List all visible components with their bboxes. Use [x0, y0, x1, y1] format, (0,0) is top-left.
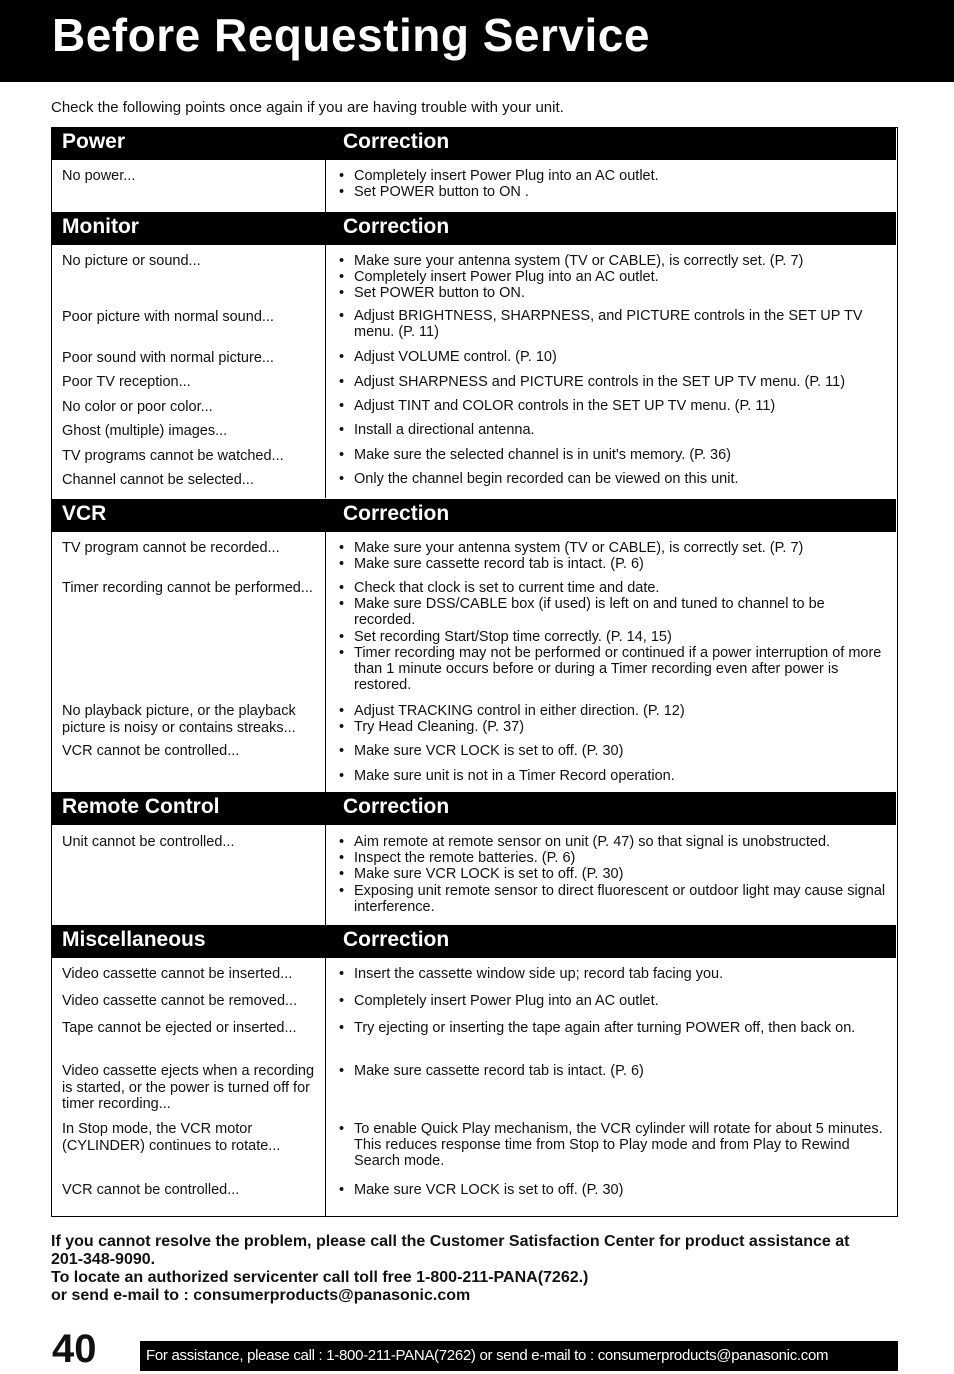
problem-text: In Stop mode, the VCR motor (CYLINDER) continues to rotate... [62, 1121, 281, 1154]
correction-item: • Make sure your antenna system (TV or CABLE), is correctly set. (P. 7) [337, 253, 889, 269]
page-title: Before Requesting Service [52, 9, 650, 61]
section-title: Remote Control [62, 795, 220, 818]
title-bar [0, 0, 954, 82]
problem-text: Video cassette cannot be inserted... [62, 966, 293, 982]
section-header [52, 793, 896, 825]
correction-item: • To enable Quick Play mechanism, the VCR cylinder will rotate for about 5 minutes. This reduces response time from Stop to Play mode and from Play to Rewind Search mode. [337, 1121, 889, 1170]
correction-item: • Set POWER button to ON . [337, 184, 889, 200]
correction-item: • Completely insert Power Plug into an AC outlet. [337, 168, 889, 184]
correction-item: • Set recording Start/Stop time correctly. (P. 14, 15) [337, 629, 889, 645]
correction-list [337, 349, 889, 365]
correction-item: • Exposing unit remote sensor to direct fluorescent or outdoor light may cause signal interference. [337, 883, 889, 915]
problem-text: Tape cannot be ejected or inserted... [62, 1020, 297, 1036]
column-divider [325, 532, 326, 792]
footer-text: For assistance, please call : 1-800-211-PANA(7262) or send e-mail to : consumerproducts@panasonic.com [146, 1347, 829, 1364]
contact-note: or send e-mail to : consumerproducts@panasonic.com [51, 1287, 471, 1304]
correction-list [337, 1063, 889, 1079]
correction-list [337, 834, 889, 915]
page-number: 40 [52, 1327, 97, 1371]
column-divider [325, 160, 326, 212]
troubleshooting-table [51, 127, 898, 1217]
correction-list [337, 966, 889, 982]
correction-heading: Correction [343, 215, 450, 238]
correction-list [337, 253, 889, 302]
section-header [52, 128, 896, 160]
correction-list [337, 993, 889, 1009]
problem-text: Unit cannot be controlled... [62, 834, 235, 850]
correction-heading: Correction [343, 795, 450, 818]
correction-item: • Adjust VOLUME control. (P. 10) [337, 349, 889, 365]
problem-text: Poor sound with normal picture... [62, 350, 274, 366]
correction-item: • Install a directional antenna. [337, 422, 889, 438]
section-body [52, 245, 896, 498]
correction-item: • Inspect the remote batteries. (P. 6) [337, 850, 889, 866]
correction-item: • Make sure DSS/CABLE box (if used) is left on and tuned to channel to be recorded. [337, 596, 889, 628]
correction-item: • Make sure cassette record tab is intact. (P. 6) [337, 556, 889, 572]
correction-item: • Adjust TINT and COLOR controls in the SET UP TV menu. (P. 11) [337, 398, 889, 414]
correction-heading: Correction [343, 130, 450, 153]
problem-text: Video cassette ejects when a recording is started, or the power is turned off for timer recording... [62, 1063, 315, 1112]
correction-item: • Make sure unit is not in a Timer Record operation. [337, 768, 889, 784]
contact-notes [51, 1233, 871, 1305]
correction-heading: Correction [343, 502, 450, 525]
problem-text: Timer recording cannot be performed... [62, 580, 313, 596]
section-title: Monitor [62, 215, 139, 238]
correction-item: • Make sure the selected channel is in unit's memory. (P. 36) [337, 447, 889, 463]
correction-item: • Check that clock is set to current time and date. [337, 580, 889, 596]
column-divider [325, 245, 326, 498]
correction-item: • Try Head Cleaning. (P. 37) [337, 719, 889, 735]
section-title: VCR [62, 502, 107, 525]
correction-item: • Make sure VCR LOCK is set to off. (P. 30) [337, 866, 889, 882]
correction-list [337, 168, 889, 200]
correction-list [337, 768, 889, 784]
correction-list [337, 471, 889, 487]
problem-text: TV program cannot be recorded... [62, 540, 280, 556]
correction-item: • Make sure cassette record tab is intact. (P. 6) [337, 1063, 889, 1079]
correction-item: • Make sure your antenna system (TV or CABLE), is correctly set. (P. 7) [337, 540, 889, 556]
correction-item: • Try ejecting or inserting the tape again after turning POWER off, then back on. [337, 1020, 889, 1036]
column-divider [325, 825, 326, 925]
correction-list [337, 374, 889, 390]
intro-text: Check the following points once again if you are having trouble with your unit. [51, 99, 564, 116]
problem-text: No color or poor color... [62, 399, 213, 415]
correction-item: • Make sure VCR LOCK is set to off. (P. 30) [337, 743, 889, 759]
correction-list [337, 540, 889, 572]
problem-text: No picture or sound... [62, 253, 201, 269]
problem-text: Poor TV reception... [62, 374, 191, 390]
correction-item: • Completely insert Power Plug into an AC outlet. [337, 269, 889, 285]
section-body [52, 160, 896, 212]
section-body [52, 825, 896, 925]
correction-list [337, 1182, 889, 1198]
problem-text: VCR cannot be controlled... [62, 743, 240, 759]
section-header [52, 213, 896, 245]
problem-text: Channel cannot be selected... [62, 472, 254, 488]
correction-list [337, 1121, 889, 1170]
correction-item: • Make sure VCR LOCK is set to off. (P. 30) [337, 1182, 889, 1198]
correction-item: • Only the channel begin recorded can be viewed on this unit. [337, 471, 889, 487]
correction-list [337, 308, 889, 340]
section-title: Power [62, 130, 126, 153]
section-body [52, 958, 896, 1216]
problem-text: Ghost (multiple) images... [62, 423, 228, 439]
correction-item: • Insert the cassette window side up; record tab facing you. [337, 966, 889, 982]
section-header [52, 926, 896, 958]
correction-list [337, 703, 889, 735]
problem-text: VCR cannot be controlled... [62, 1182, 240, 1198]
footer-bar [140, 1341, 898, 1371]
problem-text: No power... [62, 168, 136, 184]
column-divider [325, 958, 326, 1216]
correction-list [337, 1020, 889, 1036]
section-header [52, 500, 896, 532]
correction-item: • Set POWER button to ON. [337, 285, 889, 301]
section-body [52, 532, 896, 792]
contact-note: To locate an authorized servicenter call toll free 1-800-211-PANA(7262.) [51, 1269, 589, 1286]
correction-item: • Aim remote at remote sensor on unit (P. 47) so that signal is unobstructed. [337, 834, 889, 850]
correction-item: • Adjust BRIGHTNESS, SHARPNESS, and PICTURE controls in the SET UP TV menu. (P. 11) [337, 308, 889, 340]
correction-list [337, 398, 889, 414]
correction-list [337, 422, 889, 438]
correction-item: • Timer recording may not be performed or continued if a power interruption of more than 1 minute occurs before or during a Timer recording even after power is restored. [337, 645, 889, 694]
contact-note: If you cannot resolve the problem, please call the Customer Satisfaction Center for product assistance at 201-348-9090. [51, 1233, 850, 1268]
correction-heading: Correction [343, 928, 450, 951]
problem-text: Video cassette cannot be removed... [62, 993, 298, 1009]
correction-item: • Adjust SHARPNESS and PICTURE controls in the SET UP TV menu. (P. 11) [337, 374, 889, 390]
correction-item: • Adjust TRACKING control in either direction. (P. 12) [337, 703, 889, 719]
section-title: Miscellaneous [62, 928, 206, 951]
correction-list [337, 447, 889, 463]
correction-list [337, 580, 889, 693]
problem-text: No playback picture, or the playback picture is noisy or contains streaks... [62, 703, 296, 736]
correction-item: • Completely insert Power Plug into an AC outlet. [337, 993, 889, 1009]
correction-list [337, 743, 889, 759]
problem-text: TV programs cannot be watched... [62, 448, 284, 464]
problem-text: Poor picture with normal sound... [62, 309, 274, 325]
